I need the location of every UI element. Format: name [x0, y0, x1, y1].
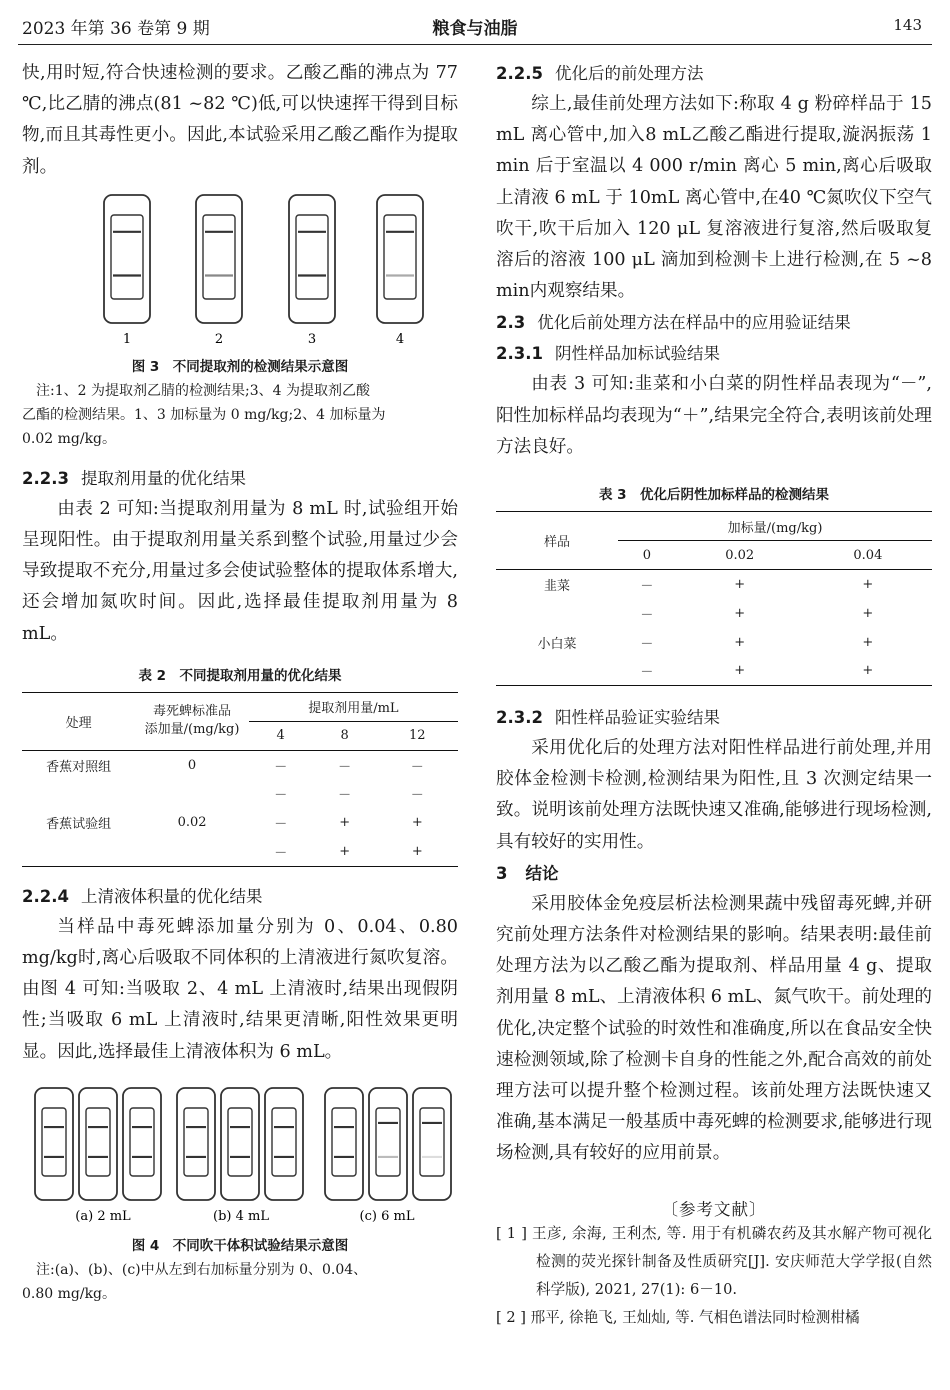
figure-4	[25, 1080, 455, 1228]
section-3-heading	[496, 858, 932, 889]
section-title: 阴性样品加标试验结果	[554, 344, 720, 364]
cell	[496, 657, 618, 686]
col-header-vol: 8	[313, 721, 377, 750]
cell: －	[410, 788, 424, 804]
fig3-label: 1	[122, 331, 132, 347]
strip-window	[42, 1108, 66, 1176]
journal-issue: 2023 年第 36 卷第 9 期	[22, 19, 210, 39]
section-2-3-1-text: 由表 3 可知:韭菜和小白菜的阴性样品表现为“－”,阳性加标样品均表现为“＋”,结果完全符合,表明该前处理方法良好。	[496, 374, 932, 457]
strip-window	[376, 1108, 400, 1176]
strip-window	[420, 1108, 444, 1176]
section-number: 2.2.3	[22, 468, 69, 488]
section-2-2-4-text: 当样品中毒死蜱添加量分别为 0、0.04、0.80 mg/kg时,离心后吸取不同体积的上清液进行氮吹复溶。由图 4 可知:当吸取 2、4 mL 上清液时,结果出现假阴性;当吸取 6 mL 上清液时,结果更清晰,阳性效果更明显。因此,选择最佳上清液体积为 6 mL。	[22, 916, 458, 1062]
note-line: 乙酯的检测结果。1、3 加标量为 0 mg/kg;2、4 加标量为	[22, 406, 386, 423]
strip-window	[111, 215, 143, 299]
section-title: 上清液体积量的优化结果	[80, 886, 263, 906]
table-row	[496, 657, 932, 686]
cell: －	[640, 607, 654, 623]
strip-window	[332, 1108, 356, 1176]
fig4-label: (a) 2 mL	[75, 1208, 131, 1224]
cell	[135, 779, 248, 808]
reference-item: [ 2 ] 邢平, 徐艳飞, 王灿灿, 等. 气相色谱法同时检测柑橘	[496, 1308, 860, 1326]
test-strip	[413, 1088, 451, 1200]
test-strip	[104, 195, 150, 323]
figure-3-note	[22, 379, 458, 451]
strip-window	[272, 1108, 296, 1176]
cell: +	[377, 837, 458, 866]
strip-window	[384, 215, 416, 299]
section-3-text: 采用胶体金免疫层析法检测果蔬中残留毒死蜱,并研究前处理方法条件对检测结果的影响。结果表明:最佳前处理方法为以乙酸乙酯为提取剂、样品用量 4 g、提取剂用量 8 mL、上清液体积 6 mL、氮气吹干。前处理的优化,决定整个试验的时效性和准确度,所以在食品安全快速检测领域,除了检测卡自身的性能之外,配合高效的前处理方法可以提升整个检测过程。该前处理方法既快速又准确,基本满足一般基质中毒死蜱的检测要求,能够进行现场检测,具有较好的应用前景。	[496, 893, 932, 1164]
table-3-caption: 表 3 优化后阴性加标样品的检测结果	[598, 487, 830, 504]
cell: －	[618, 657, 676, 686]
section-2-2-4-heading	[22, 881, 458, 912]
table-row	[22, 808, 458, 837]
header-rule	[18, 44, 932, 45]
cell: +	[804, 657, 932, 686]
col-header-level: 0.04	[804, 541, 932, 570]
cell: +	[862, 576, 874, 592]
section-number: 2.2.4	[22, 886, 69, 906]
cell	[496, 599, 618, 628]
section-2-2-3-heading	[22, 463, 458, 494]
figure-4-note	[22, 1258, 458, 1306]
journal-title: 粮食与油脂	[432, 19, 518, 39]
cell: －	[338, 788, 352, 804]
fig3-label: 3	[307, 331, 317, 347]
section-number: 3	[496, 863, 508, 883]
section-2-3-1-heading	[496, 338, 932, 369]
cell: －	[338, 759, 352, 775]
cell: 韭菜	[544, 578, 571, 594]
section-2-2-5-heading	[496, 58, 932, 89]
table-row	[22, 750, 458, 779]
strip-window	[296, 215, 328, 299]
test-strip	[325, 1088, 363, 1200]
test-strip	[123, 1088, 161, 1200]
note-line: 注:1、2 为提取剂乙腈的检测结果;3、4 为提取剂乙酸	[36, 382, 370, 399]
cell: 香蕉试验组	[46, 817, 112, 833]
cell: －	[274, 788, 288, 804]
cell: +	[313, 837, 377, 866]
right-column	[496, 58, 932, 1332]
cell: +	[862, 605, 874, 621]
col-header-spike: 加标量/(mg/kg)	[618, 512, 932, 541]
section-title: 优化后的前处理方法	[554, 64, 704, 83]
cell: +	[734, 634, 746, 650]
cell: +	[734, 605, 746, 621]
figure-3	[40, 189, 440, 349]
test-strip	[377, 195, 423, 323]
cell: +	[676, 657, 804, 686]
col-header-volume: 提取剂用量/mL	[249, 692, 458, 721]
cell: 0.02	[177, 815, 207, 831]
strip-window	[203, 215, 235, 299]
header-line: 毒死蜱标准品	[153, 704, 232, 720]
note-line: 0.02 mg/kg。	[22, 430, 117, 447]
cell: +	[734, 576, 746, 592]
note-line: 0.80 mg/kg。	[22, 1285, 117, 1302]
section-number: 2.3.1	[496, 344, 543, 364]
section-number: 2.3	[496, 313, 526, 333]
cell: 香蕉对照组	[46, 759, 112, 775]
section-2-3-heading	[496, 307, 932, 338]
col-header-vol: 12	[377, 721, 458, 750]
section-number: 2.2.5	[496, 64, 543, 83]
section-title: 结论	[525, 863, 559, 883]
test-strip	[35, 1088, 73, 1200]
section-2-2-5-text: 综上,最佳前处理方法如下:称取 4 g 粉碎样品于 15 mL 离心管中,加入8 mL乙酸乙酯进行提取,漩涡振荡 1 min 后于室温以 4 000 r/min 离心 5 min,离心后吸取上清液 6 mL 于 10mL 离心管中,在40 ℃氮吹仪下空气吹干,吹干后加入 120 μL 复溶液进行复溶,然后吸取复溶后的溶液 100 μL 滴加到检测卡上进行检测,在 5 ~8 min内观察结果。	[496, 94, 932, 302]
table-row	[22, 837, 458, 866]
cell: －	[410, 759, 424, 775]
cell	[22, 779, 135, 808]
cell: +	[862, 634, 874, 650]
note-line: 注:(a)、(b)、(c)中从左到右加标量分别为 0、0.04、	[36, 1261, 368, 1278]
cell	[22, 837, 135, 866]
table-3	[496, 511, 932, 686]
fig3-label: 4	[395, 331, 405, 347]
reference-item: [ 1 ] 王彦, 余海, 王利杰, 等. 用于有机磷农药及其水解产物可视化检测的荧光探针制备及性质研究[J]. 安庆师范大学学报(自然科学版), 2021, 27(1): 6－10.	[496, 1224, 932, 1298]
test-strip	[265, 1088, 303, 1200]
strip-window	[228, 1108, 252, 1176]
references-title: 〔参考文献〕	[661, 1199, 767, 1219]
header-line: 添加量/(mg/kg)	[144, 722, 240, 738]
col-header-treatment: 处理	[22, 692, 135, 750]
cell: 小白菜	[537, 636, 577, 652]
strip-window	[130, 1108, 154, 1176]
section-title: 提取剂用量的优化结果	[80, 468, 246, 488]
figure-3-strips	[40, 189, 440, 349]
figure-3-caption: 图 3 不同提取剂的检测结果示意图	[131, 358, 349, 375]
test-strip	[369, 1088, 407, 1200]
table-2-caption: 表 2 不同提取剂用量的优化结果	[138, 667, 342, 684]
col-header-level: 0	[618, 541, 676, 570]
table-row	[496, 599, 932, 628]
left-column	[22, 58, 458, 1306]
test-strip	[196, 195, 242, 323]
table-row	[496, 570, 932, 599]
test-strip	[177, 1088, 215, 1200]
test-strip	[79, 1088, 117, 1200]
cell: －	[274, 817, 288, 833]
table-row	[22, 779, 458, 808]
section-2-3-2-text: 采用优化后的处理方法对阳性样品进行前处理,并用胶体金检测卡检测,检测结果为阳性,且 3 次测定结果一致。说明该前处理方法既快速又准确,能够进行现场检测,具有较好的实用性。	[496, 738, 932, 852]
page-number: 143	[893, 16, 922, 34]
section-2-2-3-text: 由表 2 可知:当提取剂用量为 8 mL 时,试验组开始呈现阳性。由于提取剂用量关系到整个试验,用量过少会导致提取不充分,用量过多会使试验整体的提取体系增大,还会增加氮吹时间。因此,选择最佳提取剂用量为 8 mL。	[22, 498, 458, 644]
intro-paragraph: 快,用时短,符合快速检测的要求。乙酸乙酯的沸点为 77 ℃,比乙腈的沸点(81 ~82 ℃)低,可以快速挥干得到目标物,而且其毒性更小。因此,本试验采用乙酸乙酯作为提取剂。	[22, 63, 458, 177]
col-header-sample: 样品	[496, 512, 618, 570]
section-2-3-2-heading	[496, 702, 932, 733]
fig4-label: (c) 6 mL	[359, 1208, 415, 1224]
section-number: 2.3.2	[496, 708, 543, 728]
cell: －	[274, 759, 288, 775]
test-strip	[221, 1088, 259, 1200]
figure-4-caption: 图 4 不同吹干体积试验结果示意图	[131, 1237, 349, 1254]
section-title: 阳性样品验证实验结果	[554, 708, 720, 728]
col-header-level: 0.02	[676, 541, 804, 570]
cell	[135, 837, 248, 866]
section-title: 优化后前处理方法在样品中的应用验证结果	[537, 313, 851, 333]
cell: +	[411, 815, 423, 831]
strip-window	[86, 1108, 110, 1176]
strip-window	[184, 1108, 208, 1176]
cell: +	[339, 815, 351, 831]
cell: 0	[187, 757, 197, 773]
col-header-spike	[135, 692, 248, 750]
cell: －	[640, 578, 654, 594]
test-strip	[289, 195, 335, 323]
table-row	[496, 628, 932, 657]
cell: －	[249, 837, 313, 866]
fig3-label: 2	[214, 331, 224, 347]
fig4-label: (b) 4 mL	[213, 1208, 269, 1224]
figure-4-strips	[25, 1080, 455, 1228]
table-2	[22, 692, 458, 867]
col-header-vol: 4	[249, 721, 313, 750]
cell: －	[640, 636, 654, 652]
